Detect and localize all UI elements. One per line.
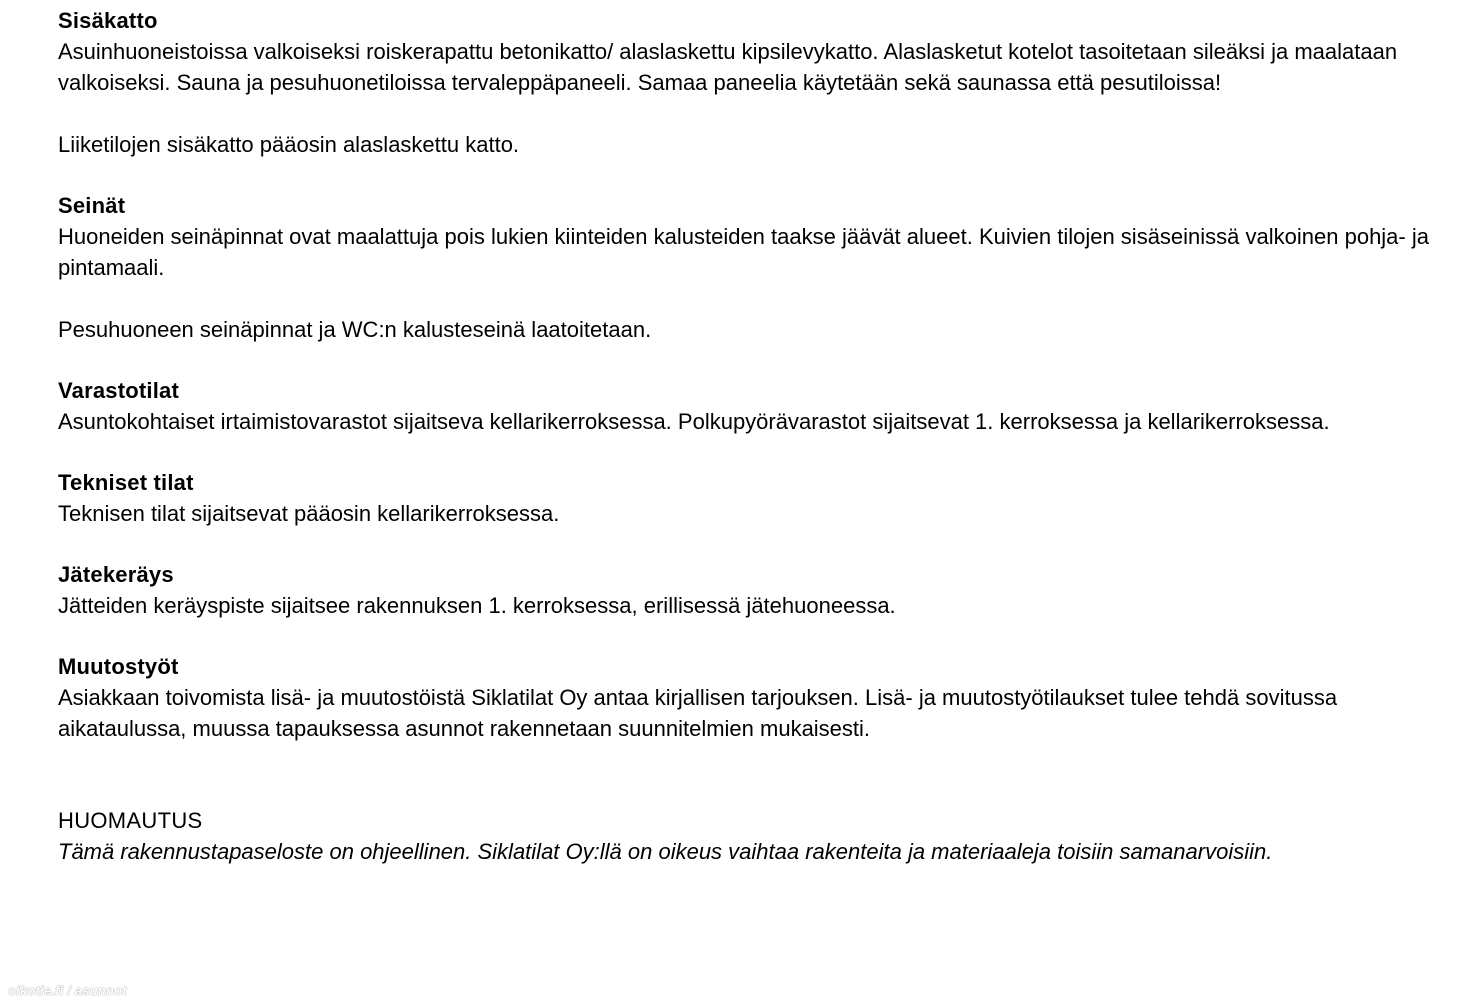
section-tekniset-tilat bbox=[58, 468, 1448, 529]
section-heading: Seinät bbox=[58, 193, 126, 218]
section-jatekerays bbox=[58, 560, 1448, 621]
section-paragraph: Jätteiden keräyspiste sijaitsee rakennuksen 1. kerroksessa, erillisessä jätehuoneessa. bbox=[58, 593, 896, 618]
section-heading: Muutostyöt bbox=[58, 654, 179, 679]
section-paragraph: Pesuhuoneen seinäpinnat ja WC:n kalusteseinä laatoitetaan. bbox=[58, 317, 652, 342]
section-sisakatto bbox=[58, 6, 1448, 160]
section-paragraph: Asuinhuoneistoissa valkoiseksi roiskerapattu betonikatto/ alaslaskettu kipsilevykatto. Alaslasketut kotelot tasoitetaan sileäksi ja maalataan valkoiseksi. Sauna ja pesuhuonetiloissa tervaleppäpaneeli. Samaa paneelia käytetään sekä saunassa että pesutiloissa! bbox=[58, 39, 1398, 95]
section-heading: Jätekeräys bbox=[58, 562, 174, 587]
section-paragraph: Liiketilojen sisäkatto pääosin alaslaskettu katto. bbox=[58, 132, 520, 157]
watermark: oikotie.fi / asunnot bbox=[8, 983, 127, 998]
section-seinat bbox=[58, 191, 1448, 345]
section-muutostyot bbox=[58, 652, 1448, 744]
note-text: Tämä rakennustapaseloste on ohjeellinen. Siklatilat Oy:llä on oikeus vaihtaa rakenteita ja materiaaleja toisiin samanarvoisiin. bbox=[58, 839, 1273, 864]
section-paragraph: Teknisen tilat sijaitsevat pääosin kellarikerroksessa. bbox=[58, 501, 560, 526]
note-section bbox=[58, 806, 1448, 867]
section-heading: Tekniset tilat bbox=[58, 470, 194, 495]
section-heading: Sisäkatto bbox=[58, 8, 158, 33]
section-paragraph: Huoneiden seinäpinnat ovat maalattuja pois lukien kiinteiden kalusteiden taakse jäävät alueet. Kuivien tilojen sisäseinissä valkoinen pohja- ja pintamaali. bbox=[58, 224, 1429, 280]
section-paragraph: Asuntokohtaiset irtaimistovarastot sijaitseva kellarikerroksessa. Polkupyörävarastot sijaitsevat 1. kerroksessa ja kellarikerroksessa. bbox=[58, 409, 1330, 434]
section-paragraph: Asiakkaan toivomista lisä- ja muutostöistä Siklatilat Oy antaa kirjallisen tarjouksen. Lisä- ja muutostyötilaukset tulee tehdä sovitussa aikataulussa, muussa tapauksessa asunnot rakennetaan suunnitelmien mukaisesti. bbox=[58, 685, 1338, 741]
note-heading: HUOMAUTUS bbox=[58, 808, 203, 833]
section-varastotilat bbox=[58, 376, 1448, 437]
document-body bbox=[58, 6, 1448, 867]
section-heading: Varastotilat bbox=[58, 378, 180, 403]
